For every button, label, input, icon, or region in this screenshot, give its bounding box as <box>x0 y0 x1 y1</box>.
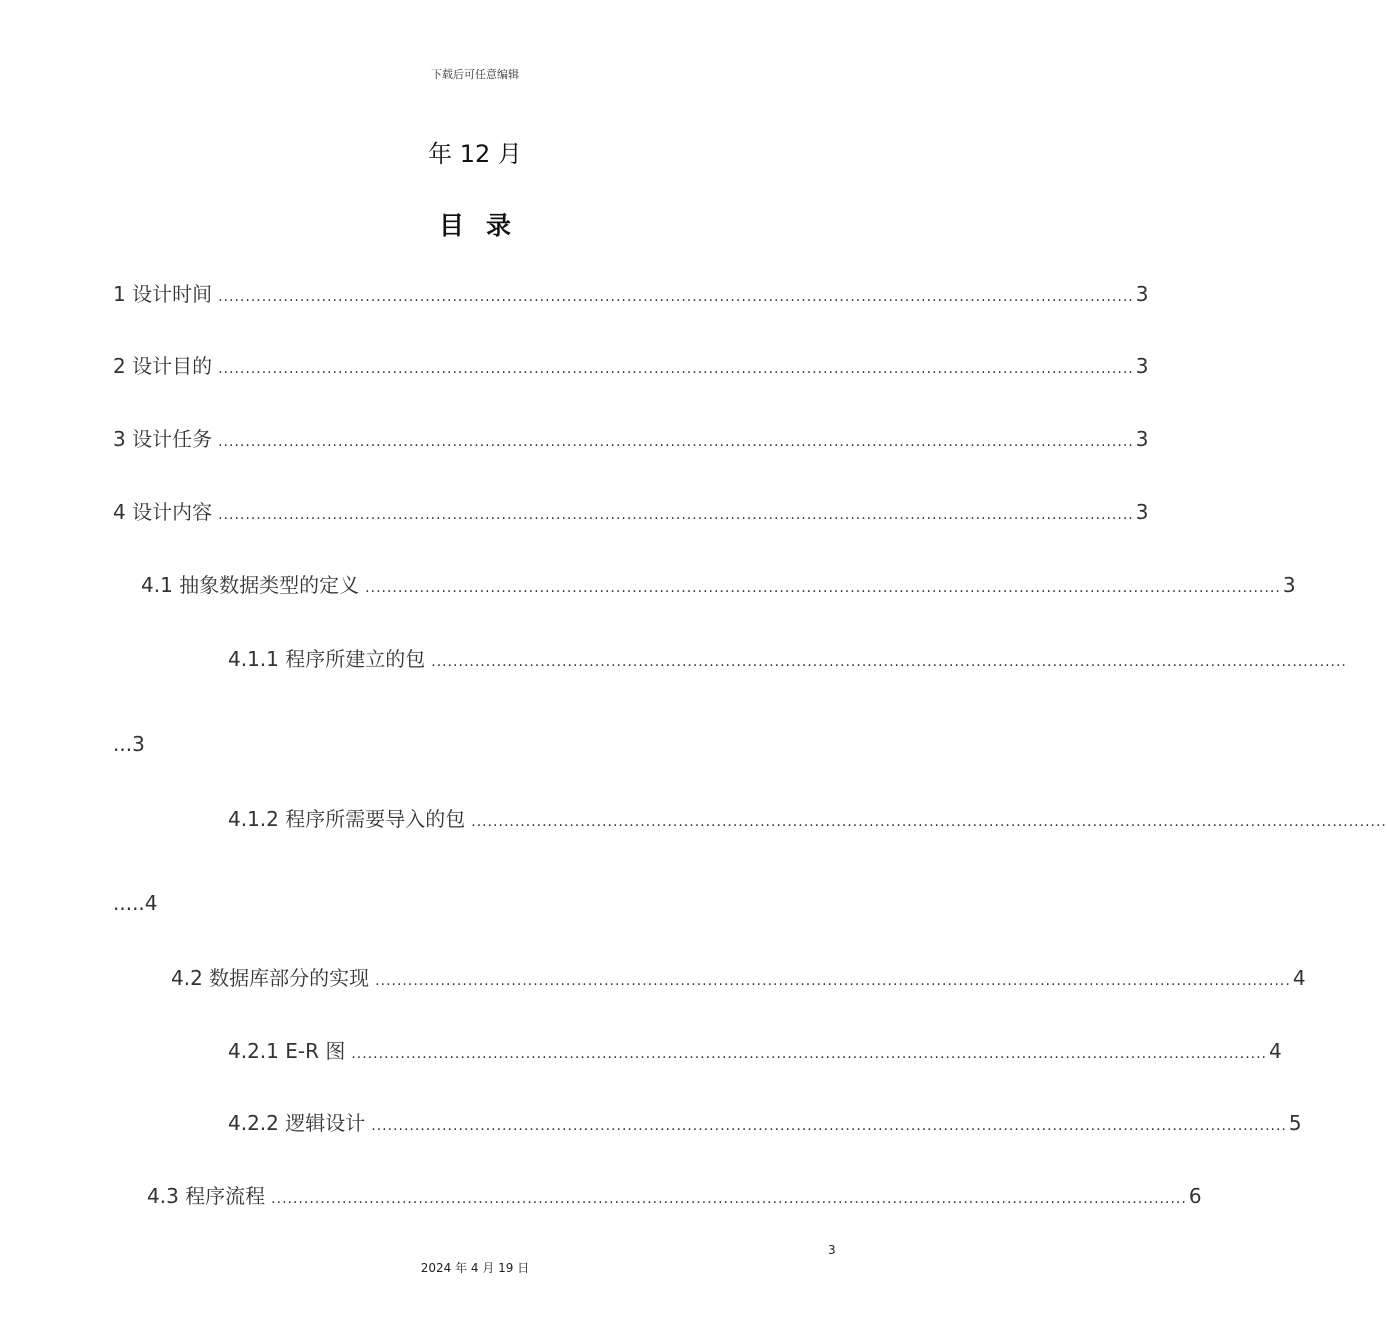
toc-title: 目录 <box>438 211 533 240</box>
toc-entry-label: 4.1.2 程序所需要导入的包 <box>228 807 466 831</box>
toc-entry-label: 4.3 程序流程 <box>147 1184 266 1208</box>
toc-entry-label: 4.2.1 E-R 图 <box>228 1039 346 1063</box>
toc-entry-page: 3 <box>1282 573 1296 597</box>
toc-entry[interactable] <box>113 350 1149 380</box>
toc-entry[interactable] <box>228 803 1387 833</box>
toc-entry-label: 3 设计任务 <box>113 427 213 451</box>
toc-leader: ........................................................................................................................................................................ <box>365 580 1281 596</box>
toc-entry-continuation: ...3 <box>113 732 145 756</box>
toc-entry-page: 3 <box>1135 427 1149 451</box>
toc-leader: ........................................................................................................................................................................ <box>218 289 1134 305</box>
toc-entry-label: 1 设计时间 <box>113 282 213 306</box>
toc-entry-page: 5 <box>1288 1111 1302 1135</box>
toc-entry-label: 4.2.2 逻辑设计 <box>228 1111 366 1135</box>
toc-entry[interactable] <box>171 962 1306 992</box>
toc-entry-page: 4 <box>1269 1039 1282 1063</box>
toc-entry-label: 4.2 数据库部分的实现 <box>171 966 370 990</box>
date-heading: 年 12 月 <box>428 140 522 168</box>
toc-entry-page: 3 <box>1135 282 1149 306</box>
toc-entry[interactable] <box>228 1035 1282 1065</box>
header-note: 下载后可任意编辑 <box>431 68 519 81</box>
toc-entry-page: 4 <box>1292 966 1306 990</box>
footer-date: 2024 年 4 月 19 日 <box>420 1261 530 1275</box>
toc-leader: ........................................................................................................................................................................ <box>471 814 1387 830</box>
toc-entry-page: 3 <box>1135 500 1149 524</box>
toc-entry-label: 4.1 抽象数据类型的定义 <box>141 573 360 597</box>
toc-entry[interactable] <box>113 496 1149 526</box>
toc-leader: ........................................................................................................................................................................ <box>218 507 1134 523</box>
toc-entry-continuation: .....4 <box>113 891 158 915</box>
toc-leader: ........................................................................................................................................................................ <box>375 973 1291 989</box>
toc-leader: ........................................................................................................................................................................ <box>218 434 1134 450</box>
toc-entry-page: 3 <box>1135 354 1149 378</box>
toc-entry[interactable] <box>147 1180 1202 1210</box>
toc-entry[interactable] <box>228 643 1347 673</box>
page-number: 3 <box>828 1243 836 1257</box>
toc-entry[interactable] <box>228 1107 1302 1137</box>
toc-entry-label: 2 设计目的 <box>113 354 213 378</box>
toc-leader: ........................................................................................................................................................................ <box>351 1046 1267 1062</box>
toc-leader: ........................................................................................................................................................................ <box>218 361 1134 377</box>
toc-entry-page: 6 <box>1188 1184 1202 1208</box>
toc-entry[interactable] <box>113 423 1149 453</box>
toc-leader: ........................................................................................................................................................................ <box>371 1118 1287 1134</box>
toc-entry[interactable] <box>141 569 1296 599</box>
toc-entry-label: 4.1.1 程序所建立的包 <box>228 647 426 671</box>
toc-leader: ........................................................................................................................................................................ <box>431 654 1347 670</box>
toc-entry[interactable] <box>113 278 1149 308</box>
toc-leader: ........................................................................................................................................................................ <box>271 1191 1187 1207</box>
toc-entry-label: 4 设计内容 <box>113 500 213 524</box>
